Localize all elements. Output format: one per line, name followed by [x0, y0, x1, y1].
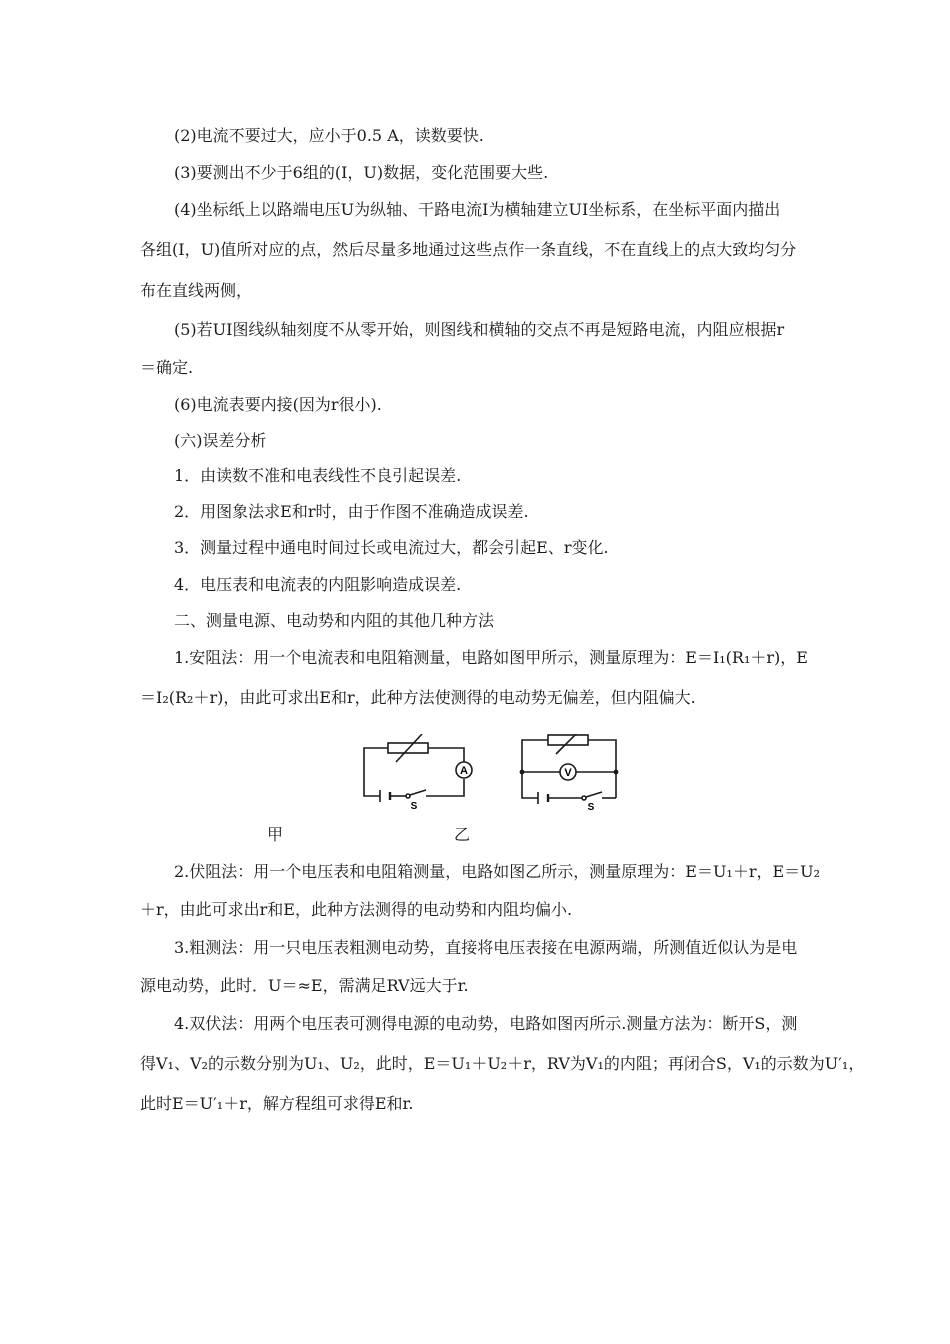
switch-label-jia: S	[410, 801, 418, 810]
list-item: 2．用图象法求E和r时，由于作图不准确造成误差.	[174, 502, 529, 521]
paragraph-continuation: 各组(I，U)值所对应的点，然后尽量多地通过这些点作一条直线，不在直线上的点大致均匀分	[140, 240, 797, 259]
circuit-figures	[360, 734, 620, 814]
paragraph: 1.安阻法：用一个电流表和电阻箱测量，电路如图甲所示，测量原理为：E＝I₁(R₁＋r)，E	[174, 648, 808, 667]
list-item: 4．电压表和电流表的内阻影响造成误差.	[174, 575, 462, 594]
paragraph-continuation: ＝I₂(R₂＋r)，由此可求出E和r，此种方法使测得的电动势无偏差，但内阻偏大.	[140, 688, 696, 707]
paragraph-continuation: 得V₁、V₂的示数分别为U₁、U₂，此时，E＝U₁＋U₂＋r，RV为V₁的内阻；再闭合S，V₁的示数为U′₁，	[140, 1054, 865, 1073]
section-heading: (六)误差分析	[174, 431, 267, 450]
figure-caption-yi: 乙	[454, 825, 471, 844]
voltmeter-label: V	[564, 767, 572, 779]
paragraph: (5)若UI图线纵轴刻度不从零开始，则图线和横轴的交点不再是短路电流，内阻应根据r	[174, 320, 785, 339]
paragraph: (6)电流表要内接(因为r很小).	[174, 395, 382, 414]
variable-resistor-arrow-yi	[556, 734, 582, 754]
paragraph-continuation: ＋r，由此可求出r和E，此种方法测得的电动势和内阻均偏小.	[140, 900, 573, 919]
paragraph-continuation: ＝确定.	[140, 358, 194, 377]
switch-lever	[410, 790, 426, 795]
paragraph-continuation: 布在直线两侧，	[140, 281, 253, 300]
paragraph-continuation: 此时E＝U′₁＋r，解方程组可求得E和r.	[140, 1094, 414, 1113]
figure-caption-jia: 甲	[267, 825, 284, 844]
paragraph: (2)电流不要过大，应小于0.5 A，读数要快.	[174, 126, 484, 145]
paragraph: (3)要测出不少于6组的(I，U)数据，变化范围要大些.	[174, 163, 549, 182]
list-item: 1．由读数不准和电表线性不良引起误差.	[174, 466, 462, 485]
circuit-jia	[364, 734, 472, 802]
paragraph: 3.粗测法：用一只电压表粗测电动势，直接将电压表接在电源两端，所测值近似认为是电	[174, 938, 798, 957]
junction-dot	[520, 770, 525, 775]
ammeter-label: A	[460, 765, 468, 777]
variable-resistor-arrow	[396, 734, 422, 762]
circuit-diagrams-svg	[360, 734, 620, 810]
junction-dot	[614, 770, 619, 775]
section-heading: 二、测量电源、电动势和内阻的其他几种方法	[174, 611, 495, 630]
paragraph: (4)坐标纸上以路端电压U为纵轴、干路电流I为横轴建立UI坐标系，在坐标平面内描出	[174, 200, 781, 219]
paragraph-continuation: 源电动势，此时．U＝≈E，需满足RV远大于r.	[140, 976, 469, 995]
list-item: 3．测量过程中通电时间过长或电流过大，都会引起E、r变化.	[174, 538, 609, 557]
variable-resistor-yi	[548, 735, 588, 745]
switch-label-yi: S	[587, 802, 595, 810]
switch-contact	[406, 794, 410, 798]
paragraph: 4.双伏法：用两个电压表可测得电源的电动势，电路如图丙所示.测量方法为：断开S，测	[174, 1014, 798, 1033]
paragraph: 2.伏阻法：用一个电压表和电阻箱测量，电路如图乙所示，测量原理为：E＝U₁＋r，E＝U₂	[174, 862, 821, 881]
